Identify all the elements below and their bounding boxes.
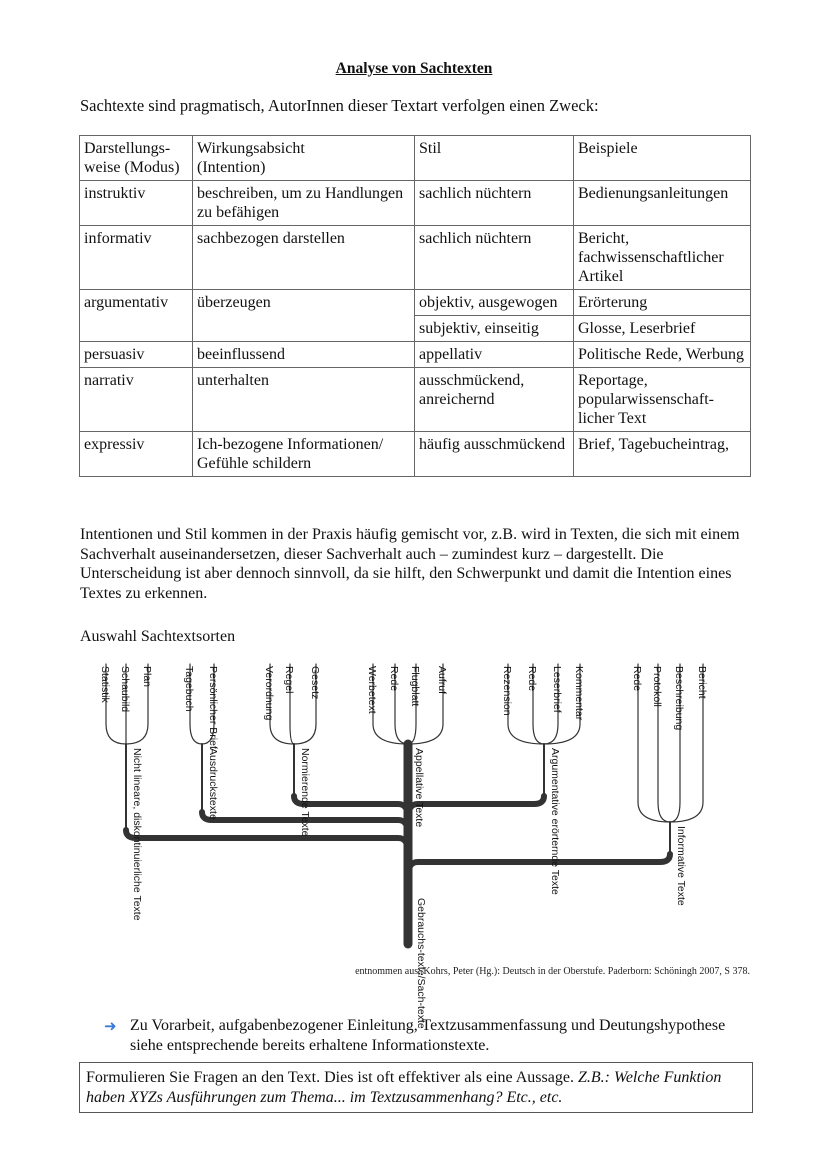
intro-text: Sachtexte sind pragmatisch, AutorInnen dieser Textart verfolgen einen Zweck: [80,96,599,115]
tree-leaf-label: Tagebuch [183,666,195,712]
tree-leaf-label: Persönlicher Brief [207,666,219,749]
cell-beispiele: Bedienungsanleitungen [574,181,751,226]
cell-modus: persuasiv [80,342,193,368]
cell-stil: ausschmückend, anreichernd [415,368,574,432]
header-modus: Darstellungs- weise (Modus) [80,136,193,181]
tree-leaf-label: Protokoll [651,666,663,707]
header-stil: Stil [415,136,574,181]
table-row [80,342,751,368]
header-intention: Wirkungsabsicht (Intention) [193,136,415,181]
cell-intention: sachbezogen darstellen [193,226,415,290]
table-header-row [80,136,751,181]
tree-leaf-label: Werbetext [366,666,378,714]
cell-intention: Ich-bezogene Informationen/ Gefühle schildern [193,432,415,477]
tree-leaf-label: Beschreibung [673,666,685,731]
table-row [80,181,751,226]
table-row [80,368,751,432]
cell-stil: sachlich nüchtern [415,181,574,226]
tree-leaf-label: Plan [141,666,153,688]
cell-modus: instruktiv [80,181,193,226]
hint-italic-text: Z.B.: Welche Funktion haben XYZs Ausführungen zum Thema... im Textzusammenhang? Etc., etc. [86,1069,722,1106]
tree-leaf-label: Schaubild [119,666,131,713]
page-title: Analyse von Sachtexten [335,60,493,77]
cell-intention: überzeugen [193,290,415,342]
cell-intention: unterhalten [193,368,415,432]
tree-leaf-label: Aufruf [436,666,448,695]
cell-stil: sachlich nüchtern [415,226,574,290]
cell-beispiele: Bericht, fachwissenschaftlicher Artikel [574,226,751,290]
tree-connector [408,854,670,876]
table-row [80,432,751,477]
cell-modus: narrativ [80,368,193,432]
tree-group-label: Normierende Texte [299,748,311,837]
arrow-note-text: Zu Vorarbeit, aufgabenbezogener Einleitung, Textzusammenfassung und Deutungshypothese siehe entsprechende bereits erhaltene Informationstexte. [130,1017,726,1054]
tree-leaf-label: Rede [388,666,400,692]
cell-modus: argumentativ [80,290,193,342]
tree-connector [126,830,408,852]
tree-group-label: Informative Texte [675,826,687,906]
diagram-heading: Auswahl Sachtextsorten [80,628,236,645]
arrow-right-icon: ➜ [104,1019,117,1035]
tree-connector [408,796,544,818]
cell-beispiele: Reportage, popularwissenschaft-licher Text [574,368,751,432]
cell-stil: häufig ausschmückend [415,432,574,477]
source-citation: entnommen aus: Kohrs, Peter (Hg.): Deutsch in der Oberstufe. Paderborn: Schöningh 2007, S 378. [355,966,750,977]
cell-beispiele: Brief, Tagebucheintrag, [574,432,751,477]
tree-leaf-label: Bericht [696,666,708,699]
tree-group-label: Appellative Texte [413,748,425,828]
tree-leaf-label: Verordnung [263,666,275,721]
tree-leaf-label: Rede [631,666,643,692]
tree-leaf-label: Gesetz [309,666,321,700]
tree-group-label: Nicht lineare, diskontinuierliche Texte [131,748,143,921]
tree-leaf-label: Statistik [99,666,111,703]
text-types-table [79,135,751,477]
cell-modus: expressiv [80,432,193,477]
tree-group-label: Ausdruckstexte [207,748,219,820]
hint-box [79,1062,753,1113]
cell-beispiele: Erörterung [574,290,751,316]
tree-group-label: Argumentative erörternde Texte [549,748,561,895]
hint-text: Formulieren Sie Fragen an den Text. Dies ist oft effektiver als eine Aussage. [86,1069,574,1086]
table-row [80,226,751,290]
tree-leaf-label: Rezension [501,666,513,716]
tree-leaf-label: Rede [526,666,538,692]
cell-intention: beeinflussend [193,342,415,368]
header-beispiele: Beispiele [574,136,751,181]
tree-leaf-label: Flugblatt [409,666,421,707]
table-row [80,290,751,316]
cell-beispiele: Glosse, Leserbrief [574,316,751,342]
tree-leaf-label: Regel [283,666,295,694]
cell-modus: informativ [80,226,193,290]
explanation-paragraph: Intentionen und Stil kommen in der Praxis häufig gemischt vor, z.B. wird in Texten, die sich mit einem Sachverhalt auseinandersetzen, dieser Sachverhalt auch – zumindest kurz – dargestellt. Die Unterscheidung ist aber dennoch sinnvoll, da sie hilft, den Schwerpunkt und damit die Intention eines Textes zu erkennen. [80,526,740,602]
tree-leaf-label: Kommentar [573,666,585,721]
tree-leaf-label: Leserbrief [551,666,563,713]
cell-stil: appellativ [415,342,574,368]
cell-stil: objektiv, ausgewogen [415,290,574,316]
cell-stil: subjektiv, einseitig [415,316,574,342]
cell-beispiele: Politische Rede, Werbung [574,342,751,368]
tree-root-label: Gebrauchs-texte/Sach-texte [415,898,427,1029]
cell-intention: beschreiben, um zu Handlungen zu befähigen [193,181,415,226]
